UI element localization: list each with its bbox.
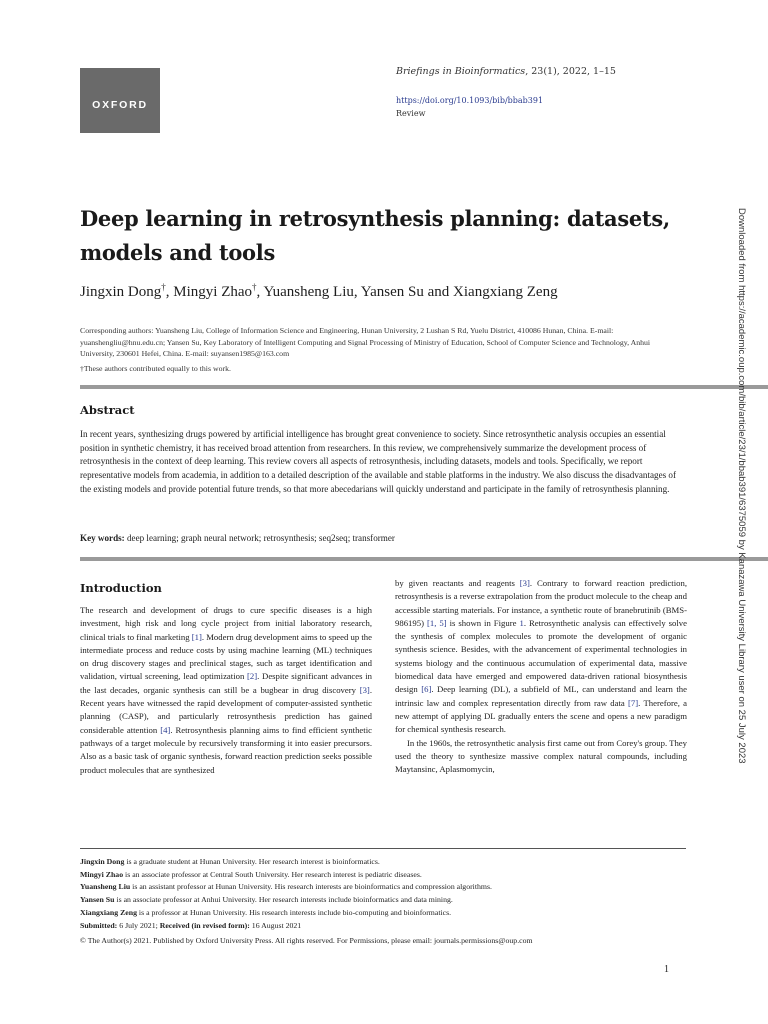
copyright-notice: © The Author(s) 2021. Published by Oxford University Press. All rights reserved. For Permissions, please email: journals.permissions@oup.com [80,936,533,945]
oxford-logo [80,68,160,133]
text-run: by given reactants and reagents [395,578,520,588]
bio-text: is an associate professor at Central South University. Her research interest is pediatric diseases. [123,869,422,879]
citation-link[interactable]: [3] [359,684,370,695]
keywords-list: deep learning; graph neural network; retrosynthesis; seq2seq; transformer [124,533,395,543]
keywords [80,533,686,543]
footnote-divider [80,848,686,849]
submitted-label: Submitted: [80,920,118,930]
journal-volume: , 23(1), 2022, 1–15 [525,66,616,77]
text-run: . Despite significant advances in the last decades, organic synthesis can still be a bugbear in drug discovery [80,671,372,695]
article-type: Review [396,109,426,118]
bio-line [80,881,686,894]
section-divider [80,557,768,561]
citation-link[interactable]: [4] [160,724,171,735]
bio-text: is a graduate student at Hunan University. Her research interest is bioinformatics. [124,857,380,866]
submission-dates [80,920,686,933]
bio-text: is an assistant professor at Hunan University. His research interests are bioinformatics and compression algorithms. [130,882,492,892]
dagger-mark: † [252,282,257,292]
text-run: The research and development of drugs to cure specific diseases is a high investment, high risk and long cycle project from initial laboratory research, clinical trials to final marketing [80,605,372,642]
figure-link[interactable]: 1 [519,617,524,628]
paper-title: Deep learning in retrosynthesis planning: datasets, models and tools [80,206,670,265]
paragraph [395,577,687,737]
citation-link[interactable]: [3] [519,578,530,588]
author-rest: , Yuansheng Liu, Yansen Su and Xiangxiang Zeng [256,284,558,300]
introduction-heading: Introduction [80,581,162,595]
section-divider [80,385,768,389]
page-number: 1 [664,964,669,975]
abstract-heading: Abstract [80,403,135,417]
equal-contribution-note: †These authors contributed equally to this work. [80,364,231,373]
bio-line [80,869,686,882]
author-1: Jingxin Dong [80,284,162,300]
citation-link[interactable]: [7] [628,697,639,708]
received-date: 16 August 2021 [249,920,302,930]
text-run: . Retrosynthesis planning aims to find efficient synthetic pathways of a target molecule by recursively transforming it into easier precursors. Also as a basic task of organic synthesis, forward reaction prediction seeks possible product molecules that are synthesized [80,724,372,775]
text-run: . Contrary to forward reaction prediction, retrosynthesis is a reverse extrapolation from the product molecule to the cheap and accessible starting materials. For instance, a synthetic route of branebrutinib (BMS-986195) [395,578,687,628]
body-column-right [395,577,687,776]
citation-link[interactable]: [2] [247,671,258,682]
text-run: . Therefore, a new attempt of applying DL gradually enters the scene and opens a new paradigm for chemical synthesis research. [395,697,687,735]
text-run: . Retrosynthetic analysis can effectively solve the synthesis of complex molecules to promote the development of organic synthesis science. Besides, with the advancement of experimental technologies in systems biology and the continuous accumulation of experimental data, massive biomedical data have emerged and empowered data-driven rational biosynthesis design [395,617,687,695]
journal-name: Briefings in Bioinformatics [396,66,526,77]
logo-text: OXFORD [92,98,148,111]
paragraph [80,604,372,777]
text-run: is shown in Figure [446,617,520,628]
text-run: . Recent years have witnessed the rapid development of computer-assisted synthetic planning (CASP), and particularly retrosynthesis prediction has gained considerable attention [80,684,372,735]
citation-link[interactable]: [1] [191,631,202,642]
bio-name: Yuansheng Liu [80,882,131,892]
download-stamp [731,208,755,808]
journal-citation [396,66,616,77]
author-list [80,278,640,302]
abstract-text: In recent years, synthesizing drugs powered by artificial intelligence has brought great convenience to society. Since retrosynthetic analysis occupies an essential position in synthetic chemistry, it has received broad attention from researchers. In this review, we comprehensively summarize the development process of retrosynthesis in the context of deep learning. This review covers all aspects of retrosynthesis, including datasets, models and tools. Specifically, we report representative models from academia, in addition to a detailed description of the available and stable platforms in the industry. We also discuss the disadvantages of the existing models and provide potential future trends, so that more abecedarians will quickly understand and participate in the family of retrosynthesis planning. [80,429,676,494]
text-run: . Modern drug development aims to speed up the intermediate process and reduce costs by using machine learning (ML) techniques on drug discovery stages and preclinical stages, such as target identification and validation, virtual screening, lead optimization [80,631,372,682]
received-label: Received (in revised form): [159,920,250,930]
bio-line [80,907,686,920]
citation-link[interactable]: [6] [421,684,432,695]
author-bios [80,856,686,932]
citation-link[interactable]: [1, 5] [426,617,447,628]
bio-name: Yansen Su [80,895,115,905]
bio-name: Mingyi Zhao [80,869,124,879]
corresponding-authors: Corresponding authors: Yuansheng Liu, College of Information Science and Engineering, Hunan University, 2 Lushan S Rd, Yuelu District, 410086 Hunan, China. E-mail: yuanshengliu@hnu.edu.cn; Yansen Su, Key Laboratory of Intelligent Computing and Signal Processing of Ministry of Education, School of Computer Science and Technology, Anhui University, 230601 Hefei, China. E-mail: suyansen1985@163.com [80,326,651,359]
doi-link[interactable]: https://doi.org/10.1093/bib/bbab391 [396,96,544,105]
bio-name: Xiangxiang Zeng [80,907,137,917]
download-stamp-text[interactable]: Downloaded from https://academic.oup.com/bib/article/23/1/bbab391/6375059 by Kanazawa University Library user on 25 July 2023 [736,208,747,764]
submitted-date: 6 July 2021; [117,920,160,930]
body-column-left [80,604,372,777]
bio-text: is an associate professor at Anhui University. Her research interests include bioinformatics and data mining. [114,895,453,905]
text-run: . Deep learning (DL), a subfield of ML, can understand and learn the intrinsic law and complex representation directly from raw data [395,684,687,708]
paragraph: In the 1960s, the retrosynthetic analysis first came out from Corey's group. They used the theory to synthesize massive complex natural compounds, including Maytansinc, Aplasmomycin, [395,737,687,775]
keywords-label: Key words: [80,533,125,543]
bio-line [80,894,686,907]
bio-text: is a professor at Hunan University. His research interests include bio-computing and bioinformatics. [136,907,452,917]
bio-name: Jingxin Dong [80,857,125,866]
dagger-mark: † [161,282,166,292]
author-2: , Mingyi Zhao [165,284,253,300]
bio-line [80,856,686,869]
